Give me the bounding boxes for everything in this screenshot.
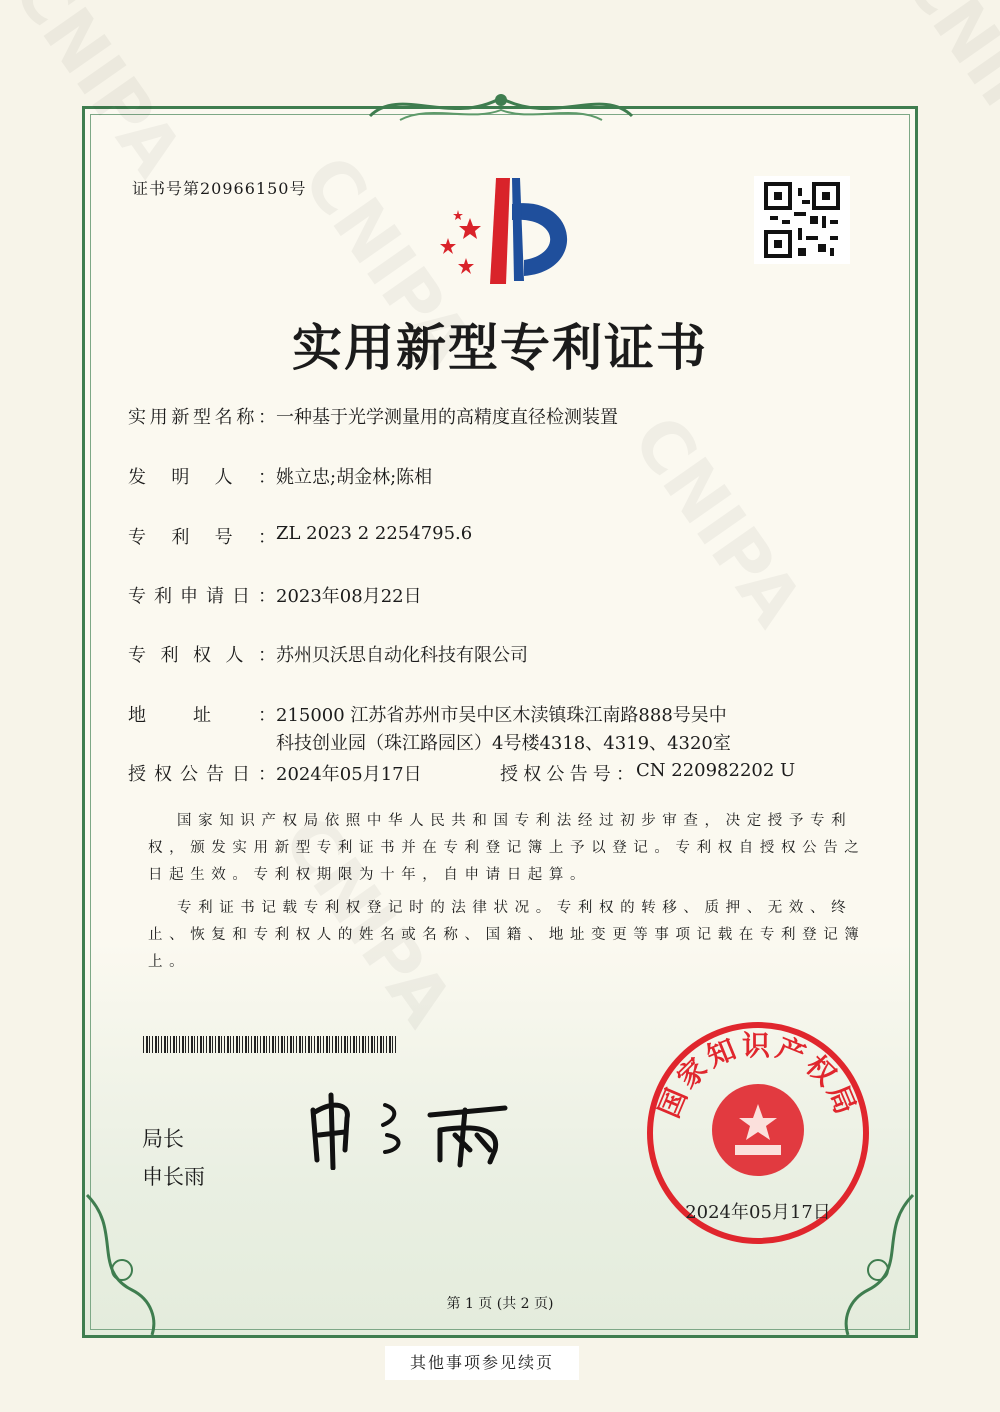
field-application-date: 专利申请日： 2023年08月22日 <box>128 586 422 607</box>
certificate-number: 证书号第20966150号 <box>132 179 307 198</box>
seal-date: 2024年05月17日 <box>685 1202 831 1223</box>
seal-text: 国家知识产权局 <box>652 1028 864 1123</box>
field-utility-model-name: 实用新型名称： 一种基于光学测量用的高精度直径检测装置 <box>128 407 618 428</box>
certificate-statement: 国家知识产权局依照中华人民共和国专利法经过初步审查，决定授予专利权，颁发实用新型专利证书并在专利登记簿上予以登记。专利权自授权公告之日起生效。专利权期限为十年，自申请日起算。 专利证书记载专利权登记时的法律状况。专利权的转移、质押、无效、终止、恢复和专利权人的姓名或名称、国籍、地址变更等事项记载在专利登记簿上。 <box>148 813 866 970</box>
field-address: 地址： 215000 江苏省苏州市吴中区木渎镇珠江南路888号吴中 科技创业园（珠江路园区）4号楼4318、4319、4320室 <box>128 705 731 754</box>
field-announcement-number: 授权公告号： CN 220982202 U <box>500 760 796 785</box>
barcode <box>143 1036 398 1053</box>
director-signature <box>305 1090 520 1170</box>
ornament-bottom-right <box>838 1190 918 1340</box>
continued-note: 其他事项参见续页 <box>385 1346 579 1380</box>
field-patentee: 专利权人： 苏州贝沃思自动化科技有限公司 <box>128 645 528 666</box>
director-name: 申长雨 <box>142 1165 205 1189</box>
ornament-top <box>360 86 642 130</box>
field-grant-date: 授权公告日： 2024年05月17日 <box>128 764 422 785</box>
director-title: 局长 <box>142 1127 184 1151</box>
page-title: 实用新型专利证书 <box>292 319 708 377</box>
qr-code <box>754 176 850 264</box>
field-inventors: 发明人： 姚立忠;胡金林;陈相 <box>128 467 433 488</box>
cnipa-logo <box>428 176 574 288</box>
field-patent-number: 专利号： ZL 2023 2 2254795.6 <box>128 523 473 548</box>
page-indicator: 第 1 页 (共 2 页) <box>446 1296 554 1312</box>
ornament-bottom-left <box>82 1190 162 1340</box>
